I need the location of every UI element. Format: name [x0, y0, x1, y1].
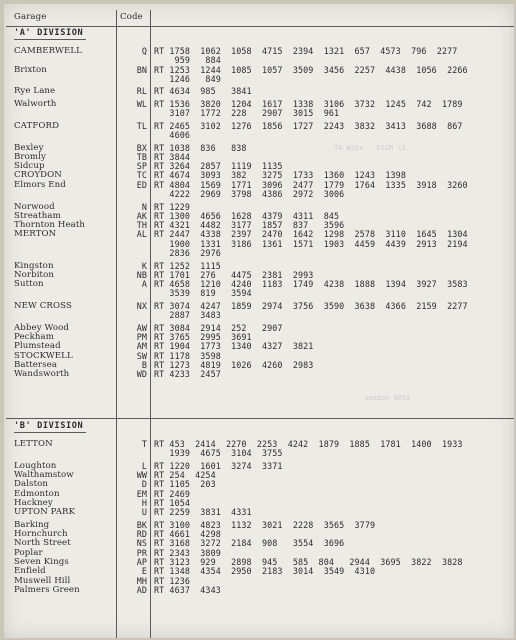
garage-code: AM	[136, 341, 147, 352]
vehicle-numbers: RT 1038 836 838	[154, 142, 247, 153]
garage-name: Barking	[14, 519, 50, 530]
garage-name: Abbey Wood	[14, 322, 69, 333]
garage-code: RD	[136, 529, 147, 540]
garage-code: MH	[136, 575, 147, 586]
garage-code: AD	[136, 584, 147, 595]
garage-name: Bromly	[14, 151, 46, 162]
garage-name: Kingston	[14, 260, 54, 271]
garage-name: Streatham	[14, 210, 61, 221]
garage-name: STOCKWELL	[14, 350, 73, 361]
show-through-text-2: 1958 nobnoL	[364, 394, 411, 402]
garage-name: CROYDON	[14, 170, 62, 181]
vehicle-numbers: RT 3168 3272 2184 908 3554 3696	[154, 538, 345, 549]
garage-name: Norbiton	[14, 269, 55, 280]
vehicle-numbers: 959 884	[154, 55, 221, 66]
division-heading-underline	[14, 432, 86, 433]
vehicle-numbers: 1246 849	[154, 73, 221, 84]
garage-code: TL	[136, 120, 147, 131]
vehicle-numbers: RT 1229	[154, 201, 190, 212]
garage-code: BK	[136, 519, 147, 530]
vehicle-numbers: RT 1220 1601 3274 3371	[154, 460, 283, 471]
vehicle-numbers: RT 1701 276 4475 2381 2993	[154, 269, 314, 280]
garage-code: AK	[136, 210, 147, 221]
garage-name: Bexley	[14, 142, 44, 153]
garage-name: Palmers Green	[14, 584, 80, 595]
garage-code: U	[141, 507, 147, 518]
garage-name: Walworth	[14, 98, 57, 109]
garage-code: ED	[136, 179, 147, 190]
garage-name: Seven Kings	[14, 557, 69, 567]
garage-name: Peckham	[14, 332, 55, 342]
code-header: Code	[120, 12, 143, 22]
garage-name: Elmors End	[14, 179, 66, 190]
vehicle-numbers: RT 2259 3831 4331	[154, 507, 252, 518]
garage-code: NX	[136, 300, 147, 311]
vehicle-numbers: RT 4804 1569 1771 3096 2477 1779 1764 1335 3918 3260	[154, 179, 468, 190]
garage-name: CAMBERWELL	[14, 46, 82, 56]
vehicle-numbers: RT 2447 4338 2397 2470 1642 1298 2578 3110 1645 1304	[154, 229, 468, 240]
vehicle-numbers: RT 2469	[154, 488, 190, 499]
vehicle-numbers: RT 3100 4823 1132 3021 2228 3565 3779	[154, 519, 376, 530]
vehicle-numbers: RT 4634 985 3841	[154, 86, 252, 97]
vehicle-numbers: RT 1536 3820 1204 1617 1338 3106 3732 1245 742 1789	[154, 98, 463, 109]
vehicle-numbers: RT 1758 1062 1058 4715 2394 1321 657 4573 796 2277	[154, 46, 458, 56]
garage-code: SP	[136, 161, 147, 172]
vehicle-numbers: 2836 2976	[154, 248, 221, 258]
header-underline	[6, 26, 514, 27]
garage-name: Brixton	[14, 64, 47, 75]
vehicle-numbers: RT 4661 4298	[154, 529, 221, 540]
garage-name: Battersea	[14, 359, 58, 370]
garage-name: Norwood	[14, 201, 55, 212]
garage-name: Sidcup	[14, 161, 45, 172]
garage-code: AP	[136, 557, 147, 567]
code-column-rule	[150, 10, 151, 638]
garage-code: BN	[136, 64, 147, 75]
name-column-rule	[116, 10, 117, 638]
garage-name: CATFORD	[14, 120, 60, 131]
vehicle-numbers: RT 4674 3093 382 3275 1733 1360 1243 1398	[154, 170, 406, 181]
garage-code: AL	[136, 229, 147, 240]
garage-code: AW	[136, 322, 147, 333]
division-heading: 'A' DIVISION	[14, 28, 84, 38]
vehicle-numbers: RT 3084 2914 252 2907	[154, 322, 283, 333]
garage-code: PR	[136, 547, 147, 558]
division-heading-underline	[14, 39, 86, 40]
vehicle-numbers: RT 4658 1210 4240 1183 1749 4238 1888 1394 3927 3583	[154, 279, 468, 290]
garage-code: L	[141, 460, 147, 471]
vehicle-numbers: RT 1904 1773 1340 4327 3821	[154, 341, 314, 352]
vehicle-numbers: 4222 2969 3798 4386 2972 3006	[154, 189, 345, 199]
document-page	[4, 4, 514, 638]
garage-name: Dalston	[14, 479, 49, 490]
vehicle-numbers: RT 1178 3598	[154, 350, 221, 361]
garage-code: NS	[136, 538, 147, 549]
vehicle-numbers: 4606	[154, 130, 190, 140]
vehicle-numbers: 1939 4675 3104 3755	[154, 448, 283, 459]
vehicle-numbers: RT 3074 4247 1859 2974 3756 3590 3638 4366 2159 2277	[154, 300, 468, 311]
garage-name: Poplar	[14, 547, 43, 558]
division-separator	[6, 418, 514, 419]
vehicle-numbers: RT 3844	[154, 151, 190, 162]
garage-code: Q	[141, 46, 147, 56]
garage-name: Plumstead	[14, 341, 61, 352]
vehicle-numbers: RT 1253 1244 1085 1057 3509 3456 2257 4438 1056 2266	[154, 64, 468, 75]
garage-name: MERTON	[14, 229, 57, 240]
garage-name: Edmonton	[14, 488, 60, 499]
vehicle-numbers: 3107 1772 228 2907 3015 961	[154, 108, 340, 119]
garage-code: A	[141, 279, 147, 290]
garage-code: E	[141, 566, 147, 577]
vehicle-numbers: 2887 3483	[154, 310, 221, 321]
vehicle-numbers: RT 3765 2995 3691	[154, 332, 252, 342]
garage-name: Wandsworth	[14, 369, 70, 380]
garage-name: Muswell Hill	[14, 575, 71, 586]
garage-name: Walthamstow	[14, 470, 74, 481]
vehicle-numbers: 3539 819 3594	[154, 288, 252, 299]
garage-name: Thornton Heath	[14, 220, 86, 231]
garage-name: LETTON	[14, 439, 53, 449]
vehicle-numbers: RT 1348 4354 2950 2183 3014 3549 4310	[154, 566, 376, 577]
garage-code: WL	[136, 98, 147, 109]
garage-code: SW	[136, 350, 147, 361]
garage-name: UPTON PARK	[14, 507, 76, 518]
vehicle-numbers: RT 453 2414 2270 2253 4242 1879 1885 1781 1400 1933	[154, 439, 463, 449]
vehicle-numbers: RT 1273 4819 1026 4260 2983	[154, 359, 314, 370]
garage-code: BX	[136, 142, 147, 153]
vehicle-numbers: RT 2343 3809	[154, 547, 221, 558]
garage-code: TC	[136, 170, 147, 181]
garage-code: B	[141, 359, 147, 370]
garage-name: Loughton	[14, 460, 57, 471]
garage-code: EM	[136, 488, 147, 499]
garage-name: North Street	[14, 538, 71, 549]
garage-code: K	[141, 260, 147, 271]
vehicle-numbers: RT 1054	[154, 498, 190, 508]
garage-code: TB	[136, 151, 147, 162]
garage-name: Hackney	[14, 498, 53, 508]
division-heading: 'B' DIVISION	[14, 421, 84, 431]
garage-code: NB	[136, 269, 147, 280]
vehicle-numbers: RT 1252 1115	[154, 260, 221, 271]
garage-code: T	[141, 439, 147, 449]
garage-code: WW	[136, 470, 147, 481]
garage-code: WD	[136, 369, 147, 380]
vehicle-numbers: RT 254 4254	[154, 470, 216, 481]
show-through-text: 1/ M2S3 sdiW AT	[334, 144, 406, 152]
garage-header: Garage	[14, 12, 47, 22]
garage-code: RL	[136, 86, 147, 97]
garage-name: Rye Lane	[14, 86, 56, 97]
garage-name: Hornchurch	[14, 529, 68, 540]
vehicle-numbers: RT 2465 3102 1276 1856 1727 2243 3832 3413 3688 867	[154, 120, 463, 131]
garage-code: H	[141, 498, 147, 508]
vehicle-numbers: RT 3123 929 2898 945 585 804 2944 3695 3822 3828	[154, 557, 463, 567]
garage-code: D	[141, 479, 147, 490]
vehicle-numbers: RT 4233 2457	[154, 369, 221, 380]
vehicle-numbers: RT 4637 4343	[154, 584, 221, 595]
vehicle-numbers: RT 4321 4482 3177 1857 837 3596	[154, 220, 345, 231]
vehicle-numbers: 1900 1331 3186 1361 1571 1903 4459 4439 2913 2194	[154, 238, 468, 249]
garage-code: N	[141, 201, 147, 212]
vehicle-numbers: RT 1105 203	[154, 479, 216, 490]
garage-code: PM	[136, 332, 147, 342]
garage-name: Sutton	[14, 279, 44, 290]
garage-name: NEW CROSS	[14, 300, 72, 311]
vehicle-numbers: RT 1236	[154, 575, 190, 586]
garage-name: Enfield	[14, 566, 46, 577]
vehicle-numbers: RT 3264 2857 1119 1135	[154, 161, 283, 172]
vehicle-numbers: RT 1300 4656 1628 4379 4311 845	[154, 210, 340, 221]
garage-code: TH	[136, 220, 147, 231]
